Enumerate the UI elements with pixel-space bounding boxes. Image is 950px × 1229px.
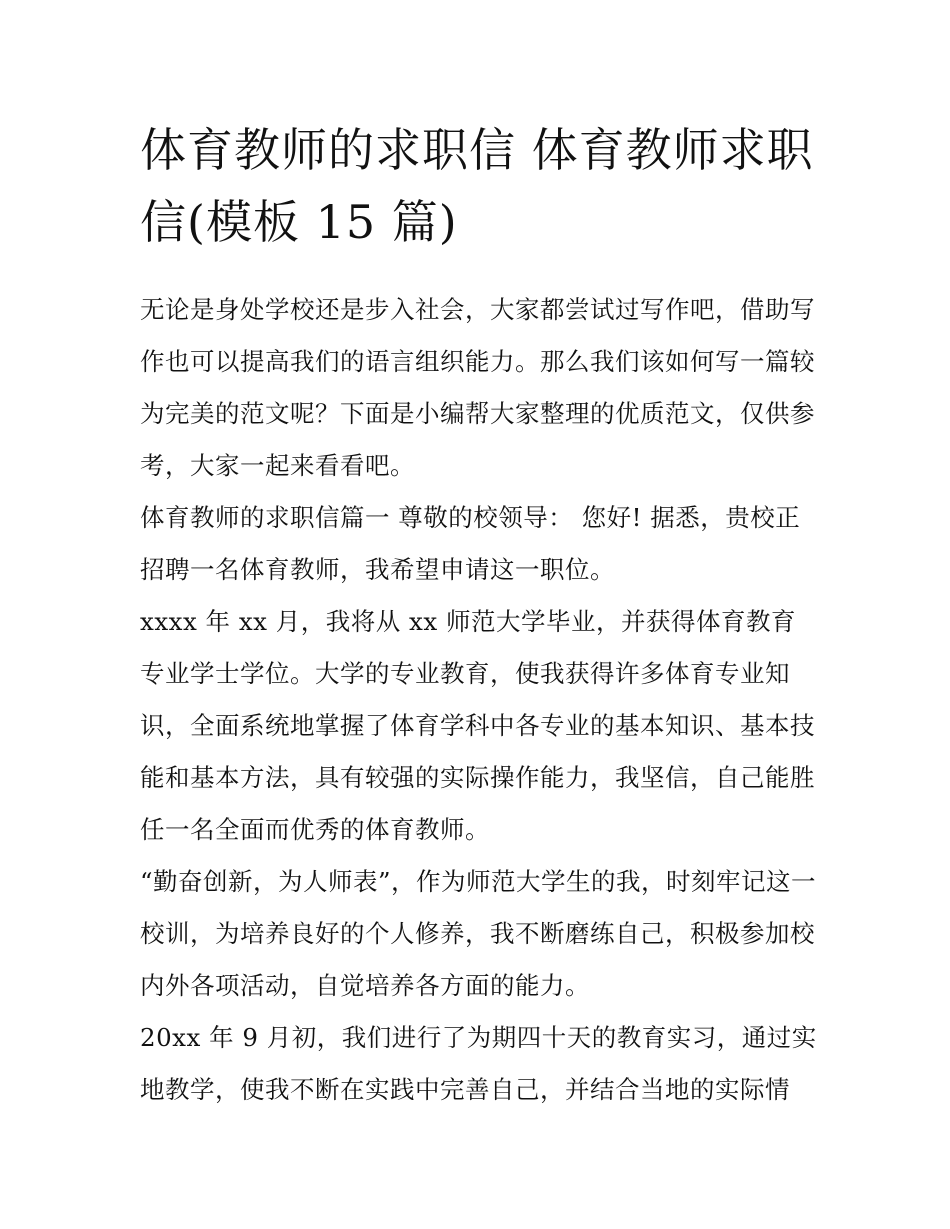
internship-paragraph: 20xx 年 9 月初，我们进行了为期四十天的教育实习，通过实地教学，使我不断在实践中完善自己，并结合当地的实际情 [140, 1023, 817, 1104]
document-body [140, 284, 818, 1116]
education-paragraph: xxxx 年 xx 月，我将从 xx 师范大学毕业，并获得体育教育专业学士学位。大学的专业教育，使我获得许多体育专业知识，全面系统地掌握了体育学科中各专业的基本知识、基本技能和基本方法，具有较强的实际操作能力，我坚信，自己能胜任一名全面而优秀的体育教师。 [140, 607, 815, 844]
letter-opening-paragraph: 体育教师的求职信篇一 尊敬的校领导： 您好! 据悉，贵校正招聘一名体育教师，我希望申请这一职位。 [140, 503, 801, 584]
intro-paragraph: 无论是身处学校还是步入社会，大家都尝试过写作吧，借助写作也可以提高我们的语言组织能力。那么我们该如何写一篇较为完美的范文呢？下面是小编帮大家整理的优质范文，仅供参考，大家一起来看看吧。 [140, 295, 815, 480]
motto-paragraph: “勤奋创新，为人师表”，作为师范大学生的我，时刻牢记这一校训，为培养良好的个人修养，我不断磨练自己，积极参加校内外各项活动，自觉培养各方面的能力。 [140, 867, 817, 1000]
document-title: 体育教师的求职信 体育教师求职信(模板 15 篇) [140, 123, 814, 249]
